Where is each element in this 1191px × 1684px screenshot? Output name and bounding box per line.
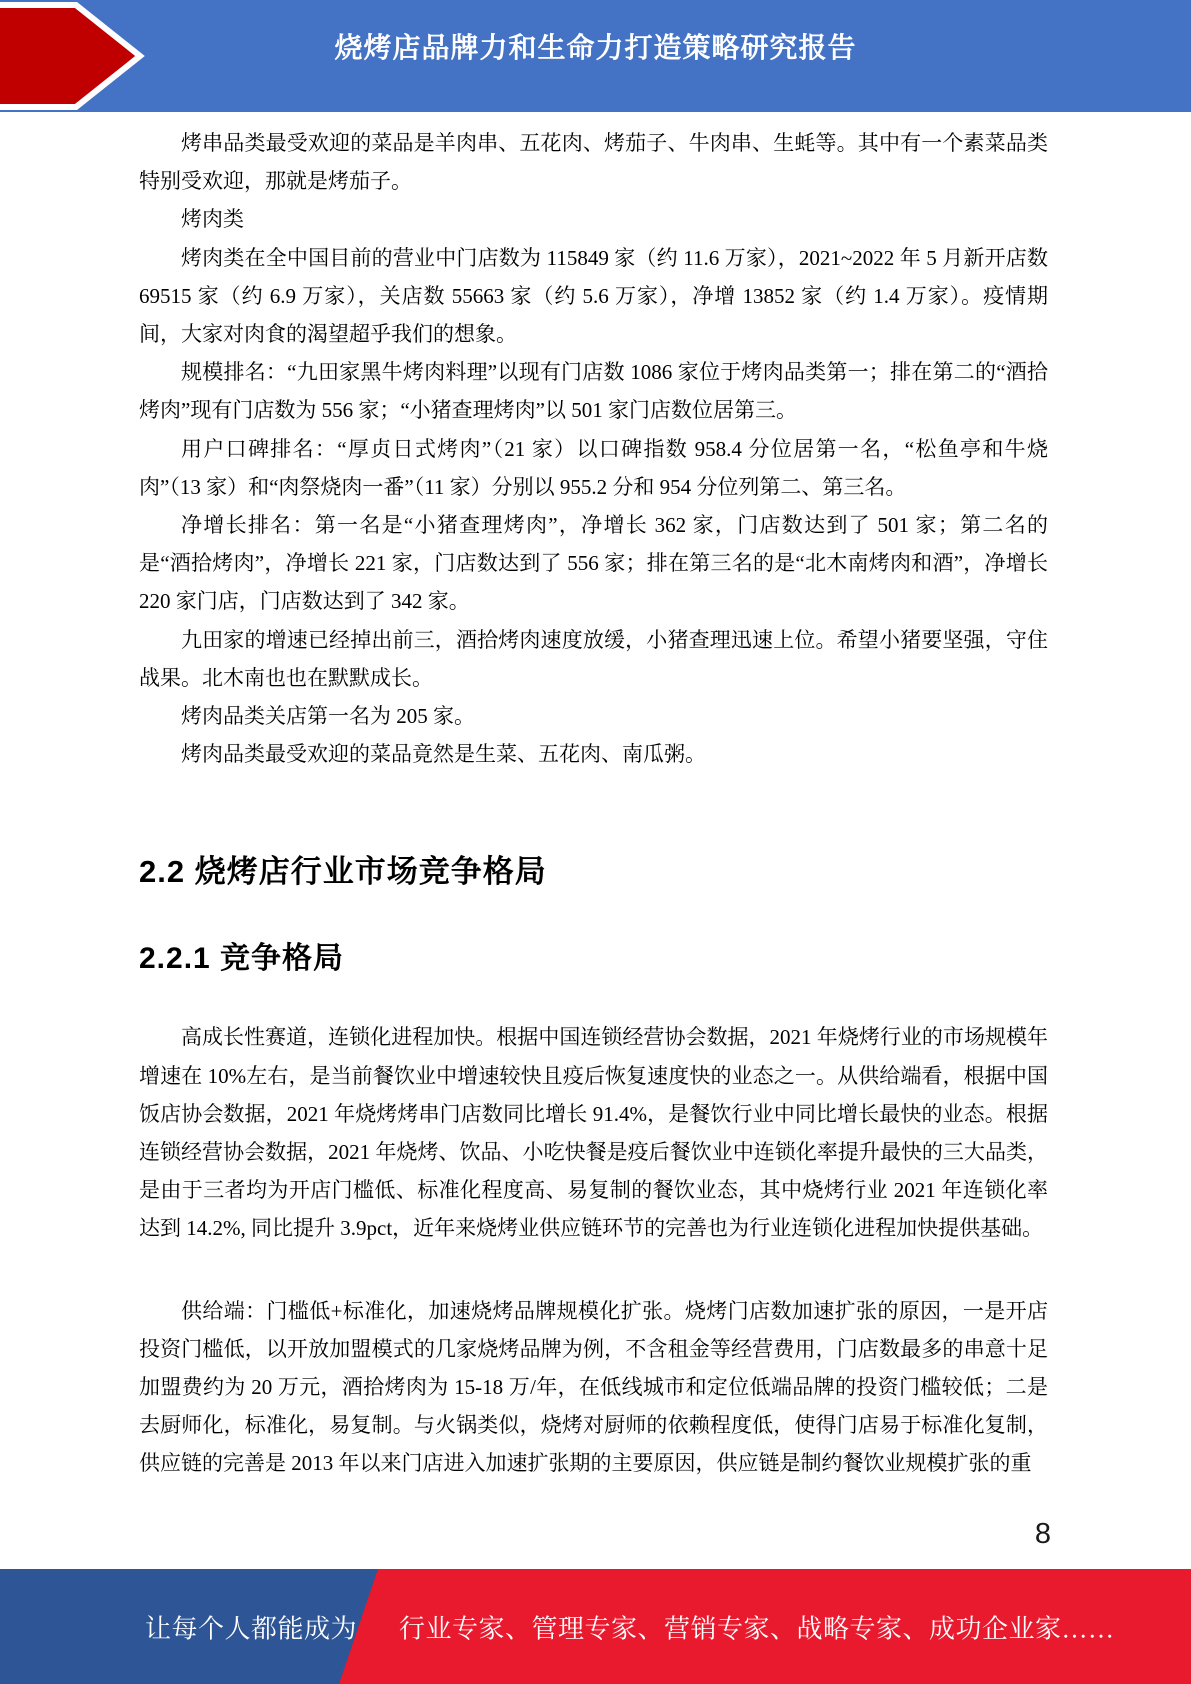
report-title: 烧烤店品牌力和生命力打造策略研究报告 (334, 32, 857, 63)
paragraph: 高成长性赛道，连锁化进程加快。根据中国连锁经营协会数据，2021 年烧烤行业的市场规模年增速在 10%左右，是当前餐饮业中增速较快且疫后恢复速度快的业态之一。从供给端看，根据中国饭店协会数据，2021 年烧烤烤串门店数同比增长 91.4%，是餐饮行业中同比增长最快的业态。根据连锁经营协会数据，2021 年烧烤、饮品、小吃快餐是疫后餐饮业中连锁化率提升最快的三大品类，是由于三者均为开店门槛低、标准化程度高、易复制的餐饮业态，其中烧烤行业 2021 年连锁化率达到 14.2%, 同比提升 3.9pct，近年来烧烤业供应链环节的完善也为行业连锁化进程加快提供基础。 (139, 1025, 1048, 1241)
section-heading: 2.2.1 竞争格局 (139, 942, 345, 976)
paragraph: 烤串品类最受欢迎的菜品是羊肉串、五花肉、烤茄子、牛肉串、生蚝等。其中有一个素菜品类特别受欢迎，那就是烤茄子。 (139, 131, 1048, 194)
paragraph: 烤肉类在全中国目前的营业中门店数为 115849 家（约 11.6 万家），2021~2022 年 5 月新开店数 69515 家（约 6.9 万家），关店数 55663 家（约 5.6 万家），净增 13852 家（约 1.4 万家）。疫情期间，大家对肉食的渴望超乎我们的想象。 (139, 245, 1048, 347)
content-area (139, 112, 1048, 1483)
footer-slogan-right: 行业专家、管理专家、营销专家、战略专家、成功企业家…… (399, 1614, 1115, 1643)
paragraph: 九田家的增速已经掉出前三，酒拾烤肉速度放缓，小猪查理迅速上位。希望小猪要坚强，守住战果。北木南也也在默默成长。 (139, 627, 1048, 690)
paragraph: 烤肉类 (181, 207, 244, 232)
page-number: 8 (1034, 1518, 1051, 1550)
footer-slogan-left: 让每个人都能成为 (145, 1614, 358, 1643)
paragraph: 烤肉品类最受欢迎的菜品竟然是生菜、五花肉、南瓜粥。 (181, 742, 706, 767)
header-banner (0, 0, 1191, 112)
paragraph: 用户口碑排名：“厚贞日式烤肉”（21 家）以口碑指数 958.4 分位居第一名，“松鱼亭和牛烧肉”（13 家）和“肉祭烧肉一番”（11 家）分别以 955.2 分和 954 分位列第二、第三名。 (139, 436, 1048, 499)
paragraph: 烤肉品类关店第一名为 205 家。 (181, 704, 475, 729)
paragraph: 供给端：门槛低+标准化，加速烧烤品牌规模化扩张。烧烤门店数加速扩张的原因，一是开店投资门槛低，以开放加盟模式的几家烧烤品牌为例，不含租金等经营费用，门店数最多的串意十足加盟费约为 20 万元，酒拾烤肉为 15-18 万/年，在低线城市和定位低端品牌的投资门槛较低；二是去厨师化，标准化，易复制。与火锅类似，烧烤对厨师的依赖程度低，使得门店易于标准化复制，供应链的完善是 2013 年以来门店进入加速扩张期的主要原因，供应链是制约餐饮业规模扩张的重 (139, 1298, 1048, 1476)
paragraph: 净增长排名：第一名是“小猪查理烤肉”，净增长 362 家，门店数达到了 501 家；第二名的是“酒拾烤肉”，净增长 221 家，门店数达到了 556 家；排在第三名的是“北木南烤肉和酒”，净增长 220 家门店，门店数达到了 342 家。 (139, 513, 1048, 614)
section-heading: 2.2 烧烤店行业市场竞争格局 (139, 854, 547, 890)
footer (0, 1569, 1191, 1684)
paragraph: 规模排名：“九田家黑牛烤肉料理”以现有门店数 1086 家位于烤肉品类第一；排在第二的“酒拾烤肉”现有门店数为 556 家；“小猪查理烤肉”以 501 家门店数位居第三。 (139, 360, 1048, 423)
